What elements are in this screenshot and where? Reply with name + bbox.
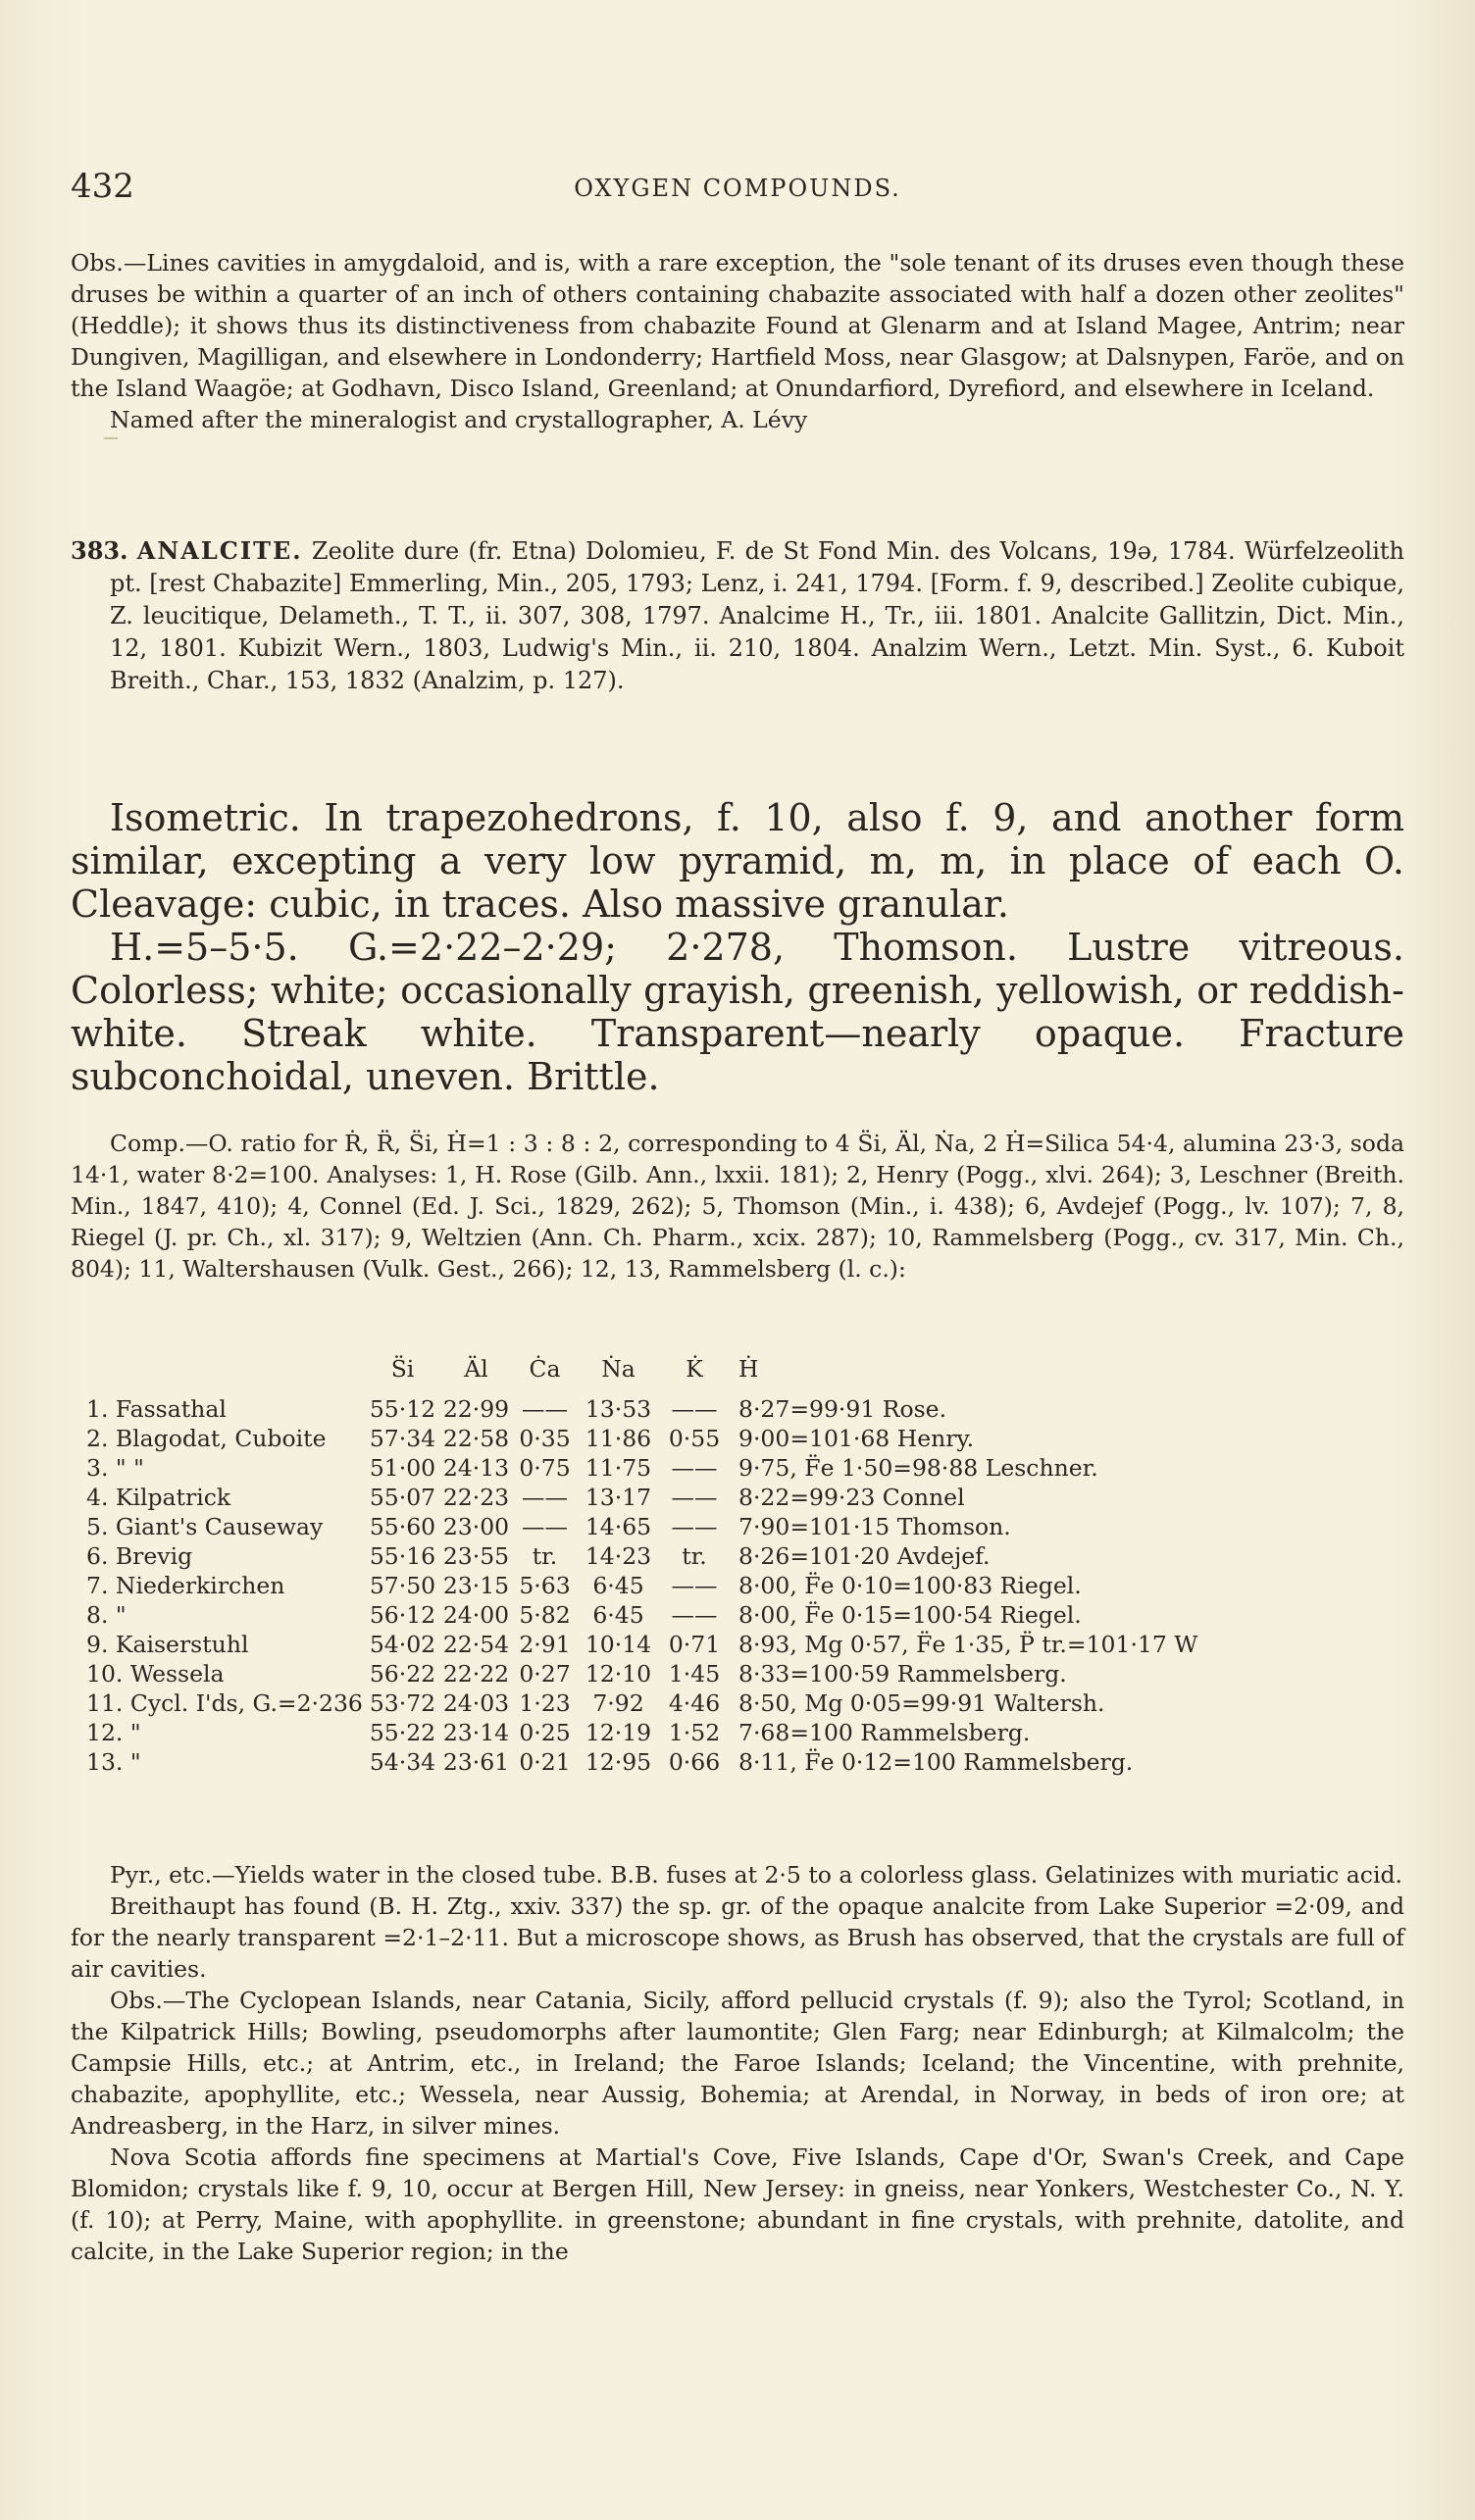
value-cell: 22·58 <box>442 1425 510 1452</box>
table-body <box>86 1394 1410 1777</box>
value-cell: 7·92 <box>592 1689 644 1717</box>
locality-cell: 7. Niederkirchen <box>86 1572 285 1599</box>
value-cell: —— <box>522 1395 568 1423</box>
value-cell: 55·22 <box>369 1719 436 1746</box>
print-mark <box>104 437 118 439</box>
value-cell: 23·15 <box>442 1572 510 1599</box>
crystallography-text: Isometric. In trapezohedrons, f. 10, also f. 9, and another form similar, excepting a very low pyramid, m, m, in place of each O. Cleavage: cubic, in traces. Also massive granular. <box>71 796 1404 926</box>
value-cell: 12·19 <box>585 1719 652 1746</box>
named-after: Named after the mineralogist and crystallographer, A. Lévy <box>110 406 808 433</box>
value-cell: 8·22=99·23 Connel <box>738 1484 965 1511</box>
value-cell: 53·72 <box>369 1689 436 1717</box>
physical-properties-text: H.=5–5·5. G.=2·22–2·29; 2·278, Thomson. Lustre vitreous. Colorless; white; occasionally grayish, greenish, yellowish, or reddish-white. Streak white. Transparent—nearly opaque. Fracture subconchoidal, uneven. Brittle. <box>71 926 1404 1098</box>
value-cell: —— <box>522 1484 568 1511</box>
value-cell: 22·54 <box>442 1631 510 1658</box>
locality-cell: 10. Wessela <box>86 1660 225 1688</box>
value-cell: 7·90=101·15 Thomson. <box>738 1513 1011 1540</box>
value-cell: 57·50 <box>369 1572 436 1599</box>
value-cell: 1·23 <box>519 1689 571 1717</box>
value-cell: 55·16 <box>369 1542 436 1570</box>
table-row <box>86 1541 1410 1571</box>
value-cell: 8·00, F̈e 0·10=100·83 Riegel. <box>738 1572 1082 1599</box>
col-header: Ṅa <box>601 1355 636 1383</box>
value-cell: 8·26=101·20 Avdejef. <box>738 1542 991 1570</box>
value-cell: —— <box>671 1601 718 1629</box>
value-cell: 5·82 <box>519 1601 571 1629</box>
value-cell: 0·27 <box>519 1660 571 1688</box>
value-cell: 9·00=101·68 Henry. <box>738 1425 975 1452</box>
obs-paragraph: Obs.—Lines cavities in amygdaloid, and is, with a rare exception, the "sole tenant of its druses even though these druses be within a quarter of an inch of others containing chabazite associated with half a dozen other zeolites" (Heddle); it shows thus its distinctiveness from chabazite Found at Glenarm and at Island Magee, Antrim; near Dungiven, Magilligan, and elsewhere in Londonderry; Hartfield Moss, near Glasgow; at Dalsnypen, Faröe, and on the Island Waagöe; at Godhavn, Disco Island, Greenland; at Onundarfiord, Dyrefiord, and elsewhere in Iceland. <box>71 249 1404 402</box>
species-synonymy <box>71 534 1404 697</box>
table-row <box>86 1630 1410 1659</box>
col-header: Äl <box>464 1355 488 1383</box>
value-cell: tr. <box>532 1542 558 1570</box>
table-header-row <box>86 1355 1410 1394</box>
value-cell: 2·91 <box>519 1631 571 1658</box>
value-cell: —— <box>671 1572 718 1599</box>
value-cell: 14·65 <box>585 1513 652 1540</box>
value-cell: 23·00 <box>442 1513 510 1540</box>
value-cell: 1·52 <box>668 1719 721 1746</box>
col-header <box>86 1355 366 1394</box>
table-row <box>86 1424 1410 1453</box>
value-cell: 7·68=100 Rammelsberg. <box>738 1719 1031 1746</box>
locality-cell: 12. " <box>86 1719 141 1746</box>
locality-cell: 4. Kilpatrick <box>86 1484 231 1511</box>
value-cell: 0·55 <box>668 1425 721 1452</box>
col-header: K̇ <box>686 1355 703 1383</box>
description-block <box>71 796 1404 1098</box>
locality-cell: 6. Brevig <box>86 1542 193 1570</box>
table-row <box>86 1600 1410 1630</box>
synonymy-text: Zeolite dure (fr. Etna) Dolomieu, F. de St Fond Min. des Volcans, 19ǝ, 1784. Würfelzeolith pt. [rest Chabazite] Emmerling, Min., 205, 1793; Lenz, i. 241, 1794. [Form. f. 9, described.] Zeolite cubique, Z. leucitique, Delameth., T. T., ii. 307, 308, 1797. Analcime H., Tr., iii. 1801. Analcite Gallitzin, Dict. Min., 12, 1801. Kubizit Wern., 1803, Ludwig's Min., ii. 210, 1804. Analzim Wern., Letzt. Min. Syst., 6. Kuboit Breith., Char., 153, 1832 (Analzim, p. 127). <box>110 537 1404 694</box>
breithaupt-text: Breithaupt has found (B. H. Ztg., xxiv. 337) the sp. gr. of the opaque analcite from Lake Superior =2·09, and for the nearly transparent =2·1–2·11. But a microscope shows, as Brush has observed, that the crystals are full of air cavities. <box>71 1892 1404 1983</box>
value-cell: 13·17 <box>585 1484 652 1511</box>
locality-cell: 13. " <box>86 1748 141 1776</box>
value-cell: 8·00, F̈e 0·15=100·54 Riegel. <box>738 1601 1082 1629</box>
value-cell: 11·86 <box>585 1425 652 1452</box>
col-header: Ċa <box>529 1355 561 1383</box>
value-cell: 56·22 <box>369 1660 436 1688</box>
pyrognostics-block <box>71 1859 1404 2267</box>
value-cell: 56·12 <box>369 1601 436 1629</box>
running-head: OXYGEN COMPOUNDS. <box>574 175 901 202</box>
value-cell: 14·23 <box>585 1542 652 1570</box>
value-cell: 8·27=99·91 Rose. <box>738 1395 947 1423</box>
value-cell: 0·35 <box>519 1425 571 1452</box>
value-cell: 1·45 <box>668 1660 721 1688</box>
value-cell: 0·71 <box>668 1631 721 1658</box>
value-cell: 54·34 <box>369 1748 436 1776</box>
obs-text: Obs.—The Cyclopean Islands, near Catania, Sicily, afford pellucid crystals (f. 9); also the Tyrol; Scotland, in the Kilpatrick Hills; Bowling, pseudomorphs after laumontite; Glen Farg; near Edinburgh; at Kilmalcolm; the Campsie Hills, etc.; at Antrim, etc., in Ireland; the Faroe Islands; Iceland; the Vincentine, with prehnite, chabazite, apophyllite, etc.; Wessela, near Aussig, Bohemia; at Arendal, in Norway, in beds of iron ore; at Andreasberg, in the Harz, in silver mines. <box>71 1987 1404 2140</box>
page-header <box>71 167 1404 206</box>
col-header: Ḣ <box>738 1355 759 1383</box>
value-cell: 8·50, Mg 0·05=99·91 Waltersh. <box>738 1689 1105 1717</box>
value-cell: —— <box>671 1484 718 1511</box>
value-cell: —— <box>671 1395 718 1423</box>
page-number: 432 <box>71 167 134 206</box>
value-cell: 22·22 <box>442 1660 510 1688</box>
value-cell: 9·75, F̈e 1·50=98·88 Leschner. <box>738 1454 1098 1482</box>
value-cell: 24·13 <box>442 1454 510 1482</box>
value-cell: 57·34 <box>369 1425 436 1452</box>
value-cell: 0·66 <box>668 1748 721 1776</box>
table-row <box>86 1512 1410 1541</box>
col-header: S̈i <box>390 1355 415 1383</box>
value-cell: 12·10 <box>585 1660 652 1688</box>
value-cell: 6·45 <box>592 1572 644 1599</box>
locality-cell: 1. Fassathal <box>86 1395 227 1423</box>
value-cell: 23·55 <box>442 1542 510 1570</box>
value-cell: 12·95 <box>585 1748 652 1776</box>
value-cell: 24·00 <box>442 1601 510 1629</box>
value-cell: —— <box>671 1454 718 1482</box>
table-row <box>86 1453 1410 1483</box>
table-row <box>86 1718 1410 1747</box>
table-row <box>86 1394 1410 1424</box>
value-cell: 0·25 <box>519 1719 571 1746</box>
species-name: ANALCITE. <box>136 536 303 565</box>
value-cell: 51·00 <box>369 1454 436 1482</box>
value-cell: tr. <box>682 1542 707 1570</box>
value-cell: 54·02 <box>369 1631 436 1658</box>
obs-previous-species <box>71 247 1404 435</box>
locality-cell: 3. " " <box>86 1454 144 1482</box>
value-cell: 10·14 <box>585 1631 652 1658</box>
value-cell: 8·93, Mg 0·57, F̈e 1·35, P̈ tr.=101·17 W <box>738 1631 1198 1658</box>
value-cell: 22·23 <box>442 1484 510 1511</box>
value-cell: 23·61 <box>442 1748 510 1776</box>
locality-cell: 5. Giant's Causeway <box>86 1513 324 1540</box>
species-number: 383. <box>71 536 128 565</box>
analyses-table <box>86 1355 1410 1777</box>
table-row <box>86 1571 1410 1600</box>
value-cell: 8·33=100·59 Rammelsberg. <box>738 1660 1067 1688</box>
composition-block <box>71 1128 1404 1285</box>
value-cell: —— <box>671 1513 718 1540</box>
value-cell: 11·75 <box>585 1454 652 1482</box>
value-cell: 0·21 <box>519 1748 571 1776</box>
locality-cell: 8. " <box>86 1601 127 1629</box>
value-cell: 0·75 <box>519 1454 571 1482</box>
table-row <box>86 1483 1410 1512</box>
value-cell: 4·46 <box>668 1689 721 1717</box>
value-cell: —— <box>522 1513 568 1540</box>
value-cell: 55·07 <box>369 1484 436 1511</box>
value-cell: 8·11, F̈e 0·12=100 Rammelsberg. <box>738 1748 1134 1776</box>
value-cell: 5·63 <box>519 1572 571 1599</box>
value-cell: 55·12 <box>369 1395 436 1423</box>
pyr-text: Pyr., etc.—Yields water in the closed tube. B.B. fuses at 2·5 to a colorless glass. Gelatinizes with muriatic acid. <box>110 1861 1402 1889</box>
nova-scotia-text: Nova Scotia affords fine specimens at Martial's Cove, Five Islands, Cape d'Or, Swan's Creek, and Cape Blomidon; crystals like f. 9, 10, occur at Bergen Hill, New Jersey: in gneiss, near Yonkers, Westchester Co., N. Y. (f. 10); at Perry, Maine, with apophyllite. in greenstone; abundant in fine crystals, with prehnite, datolite, and calcite, in the Lake Superior region; in the <box>71 2143 1404 2265</box>
locality-cell: 2. Blagodat, Cuboite <box>86 1425 327 1452</box>
value-cell: 55·60 <box>369 1513 436 1540</box>
value-cell: 24·03 <box>442 1689 510 1717</box>
locality-cell: 11. Cycl. I'ds, G.=2·236 <box>86 1689 363 1717</box>
table-row <box>86 1688 1410 1718</box>
composition-text: Comp.—O. ratio for Ṙ, R̈, S̈i, Ḣ=1 : 3 : 8 : 2, corresponding to 4 S̈i, Äl, Ṅa, 2 Ḣ=Silica 54·4, alumina 23·3, soda 14·1, water 8·2=100. Analyses: 1, H. Rose (Gilb. Ann., lxxii. 181); 2, Henry (Pogg., xlvi. 264); 3, Leschner (Breith. Min., 1847, 410); 4, Connel (Ed. J. Sci., 1829, 262); 5, Thomson (Min., i. 438); 6, Avdejef (Pogg., lv. 107); 7, 8, Riegel (J. pr. Ch., xl. 317); 9, Weltzien (Ann. Ch. Pharm., xcix. 287); 10, Rammelsberg (Pogg., cv. 317, Min. Ch., 804); 11, Waltershausen (Vulk. Gest., 266); 12, 13, Rammelsberg (l. c.): <box>71 1130 1404 1283</box>
table-row <box>86 1659 1410 1688</box>
value-cell: 13·53 <box>585 1395 652 1423</box>
table-row <box>86 1747 1410 1777</box>
value-cell: 23·14 <box>442 1719 510 1746</box>
locality-cell: 9. Kaiserstuhl <box>86 1631 249 1658</box>
value-cell: 22·99 <box>442 1395 510 1423</box>
value-cell: 6·45 <box>592 1601 644 1629</box>
